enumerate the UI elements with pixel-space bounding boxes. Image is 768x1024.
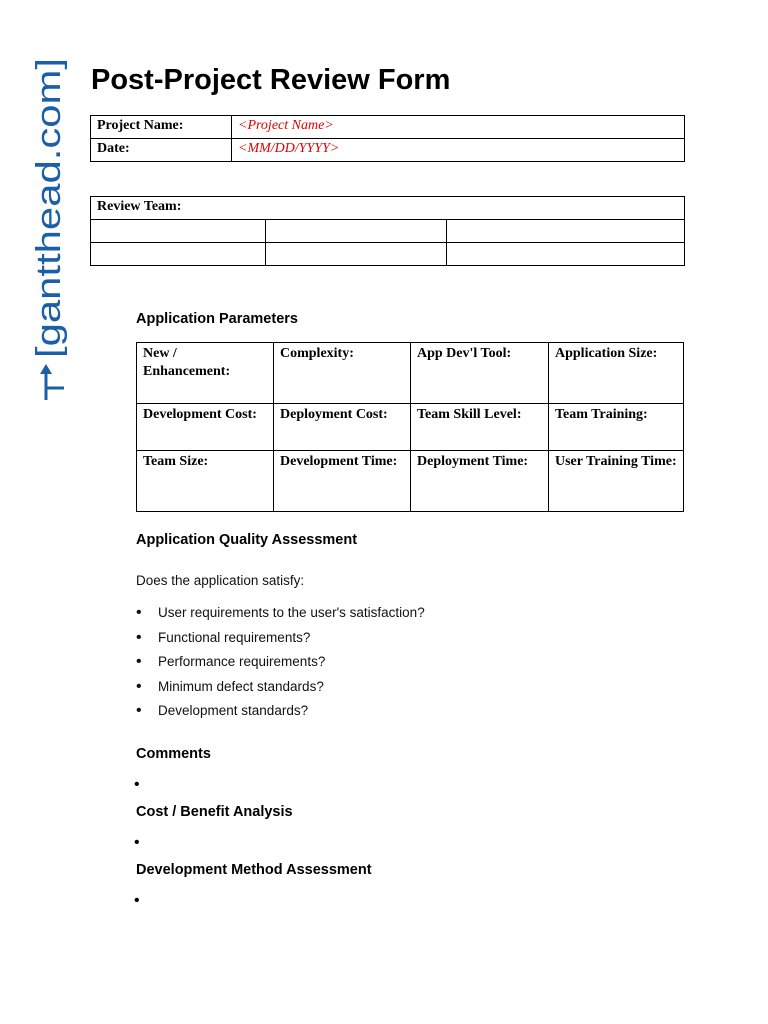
project-name-field[interactable]: <Project Name> — [232, 116, 685, 139]
param-development-cost[interactable]: Development Cost: — [137, 404, 274, 451]
param-app-dev-tool[interactable]: App Dev'l Tool: — [411, 343, 549, 404]
review-team-row — [91, 243, 685, 266]
bullet-icon: • — [136, 604, 142, 621]
project-name-label: Project Name: — [91, 116, 232, 139]
parameters-row — [137, 451, 684, 512]
parameters-row — [137, 404, 684, 451]
quality-bullet-list — [136, 603, 425, 726]
param-deployment-cost[interactable]: Deployment Cost: — [274, 404, 411, 451]
comments-heading: Comments — [136, 746, 211, 762]
param-complexity[interactable]: Complexity: — [274, 343, 411, 404]
list-item: • User requirements to the user's satisfaction? — [136, 604, 425, 621]
review-team-cell[interactable] — [266, 243, 447, 266]
review-team-label: Review Team: — [91, 197, 685, 220]
cost-benefit-bullet[interactable]: • — [134, 834, 140, 851]
development-method-heading: Development Method Assessment — [136, 862, 372, 878]
development-method-bullet[interactable]: • — [134, 892, 140, 909]
param-deployment-time[interactable]: Deployment Time: — [411, 451, 549, 512]
param-team-skill-level[interactable]: Team Skill Level: — [411, 404, 549, 451]
application-parameters-heading: Application Parameters — [136, 311, 298, 327]
gantthead-logo — [24, 48, 68, 408]
cost-benefit-heading: Cost / Benefit Analysis — [136, 804, 293, 820]
review-team-cell[interactable] — [91, 220, 266, 243]
date-label: Date: — [91, 139, 232, 162]
param-team-size[interactable]: Team Size: — [137, 451, 274, 512]
bullet-icon: • — [136, 702, 142, 720]
quality-intro-text: Does the application satisfy: — [136, 573, 305, 588]
param-team-training[interactable]: Team Training: — [549, 404, 684, 451]
param-development-time[interactable]: Development Time: — [274, 451, 411, 512]
list-item: • Functional requirements? — [136, 628, 311, 646]
list-item: • Minimum defect standards? — [136, 677, 324, 695]
bullet-icon: • — [136, 628, 142, 646]
date-row — [91, 139, 685, 162]
review-team-row — [91, 220, 685, 243]
project-info-table — [90, 115, 685, 162]
bullet-icon: • — [136, 653, 142, 671]
param-application-size[interactable]: Application Size: — [549, 343, 684, 404]
quality-assessment-heading: Application Quality Assessment — [136, 532, 358, 548]
review-team-cell[interactable] — [266, 220, 447, 243]
review-team-cell[interactable] — [447, 243, 685, 266]
logo-text: [gantthead.com] — [30, 114, 68, 358]
date-field[interactable]: <MM/DD/YYYY> — [232, 139, 685, 162]
comments-bullet[interactable]: • — [134, 776, 140, 793]
page-title: Post-Project Review Form — [91, 64, 451, 96]
bullet-icon: • — [136, 677, 142, 695]
param-new-enhancement[interactable]: New / Enhancement: — [137, 343, 274, 404]
application-parameters-table — [136, 342, 684, 512]
project-name-row — [91, 116, 685, 139]
review-team-cell[interactable] — [91, 243, 266, 266]
list-item: • Performance requirements? — [136, 653, 326, 671]
parameters-row — [137, 343, 684, 404]
list-item: • Development standards? — [136, 702, 309, 720]
review-team-cell[interactable] — [447, 220, 685, 243]
param-user-training-time[interactable]: User Training Time: — [549, 451, 684, 512]
review-team-table — [90, 196, 685, 266]
